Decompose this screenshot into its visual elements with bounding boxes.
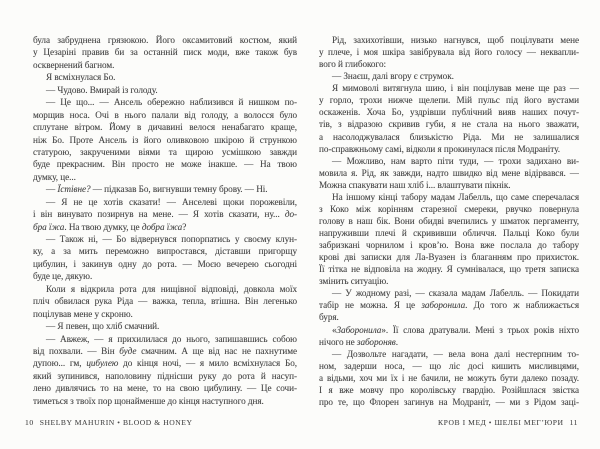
text-line: — У жодному разі, — сказала мадам Лабелль. — Покидати bbox=[332, 288, 579, 299]
text-line: — Я не це хотів сказати! — Анселеві щоки порожевіли, bbox=[46, 196, 297, 207]
text-line: напруживши плечі й скрививши обличчя. Пальці Коко були bbox=[319, 228, 579, 238]
text-line: який зупинився, наполовину піднісши руку до рота й насуп- bbox=[33, 370, 297, 381]
text-line: змінить ситуацію. bbox=[319, 276, 389, 287]
text-line: Рід, захихотівши, низько нагнувся, щоб поцілувати мене bbox=[332, 35, 579, 45]
text-line: осквернений багном. bbox=[33, 59, 115, 70]
text-line: а відьми, хоч ми їх і не бачили, не можуть бути далеко позаду. bbox=[319, 372, 579, 383]
text-line: дупою... гм, цибулею до кінця ночі, — я мило всміхнулася Бо, bbox=[33, 358, 297, 369]
text-line: забризкані чорнилом і кров’ю. Вона вже послала до табору bbox=[319, 240, 579, 251]
text-line: сплутане вітром. Йому в дичавині велося ненабагато краще, bbox=[33, 122, 297, 133]
text-line: пліч обвилася рука Ріда — важка, тепла, втішна. Він легенько bbox=[33, 296, 297, 307]
right-page bbox=[319, 34, 579, 408]
text-line: лено дивлячись то на мене, то на свою цибулину. — Це сочи- bbox=[33, 383, 297, 394]
text-line: мовила я. Рід, як завжди, надто швидко від мене відірвався. — bbox=[319, 167, 579, 178]
text-line: з Коко між корінням старезної смереки, рвучко повернула bbox=[319, 203, 579, 214]
left-page-footer bbox=[25, 418, 193, 427]
text-line: Коли я відкрила рота для нищівної відповіді, довкола моїх bbox=[46, 283, 297, 294]
text-line: ном, задерши носа, — що ліс досі кишить мисливцями, bbox=[319, 360, 579, 371]
text-line: Можна спакувати наш хліб і... влаштувати пікнік. bbox=[319, 179, 511, 190]
text-line: від похвали. — Він буде смачним. А ще від нас не пахнутиме bbox=[33, 345, 297, 356]
text-line: морщив носа. Очі в нього палали від голоду, а волосся було bbox=[33, 109, 297, 120]
text-line: бра їжа. На твою думку, це добра їжа? bbox=[33, 221, 187, 232]
text-line: — Авжеж, — я прихилилася до нього, запишавшись собою bbox=[46, 333, 297, 344]
text-line: цибулин, і закинув одну до рота. — Моєю вечерею сьогодні bbox=[33, 258, 297, 269]
text-line: нічого не забороняв. bbox=[319, 336, 398, 347]
left-page bbox=[33, 34, 297, 407]
text-line: по-справжньому самі, відколи я прокинулася після Модраніту. bbox=[319, 143, 560, 154]
text-line: — Чудово. Вмирай із голоду. bbox=[46, 84, 158, 95]
text-line: оскаженів. Хоча Бо, уздрівши публічний вияв наших почут- bbox=[319, 107, 579, 118]
page-number: 10 bbox=[25, 418, 34, 427]
text-line: — Це що... — Ансель обережно наблизився й нишком по- bbox=[46, 97, 297, 108]
text-line: ніж Бо. Проте Ансель із його оливковою шкірою й стрункою bbox=[33, 134, 297, 145]
text-line: у плече, і моя шкіра завібрувала від його голосу — неквапли- bbox=[319, 47, 579, 58]
text-line: І я вже мовчу про королівську гвардію. Розійшлася звістка bbox=[319, 384, 579, 395]
running-title: КРОВ І МЕД • ШЕЛБІ МЕГ’ЮРИ bbox=[438, 418, 564, 427]
text-line: табір не можна. Я це заборонила. До того ж наближається bbox=[319, 300, 579, 311]
text-line: вого й глибокого: bbox=[319, 59, 387, 70]
text-line: Її тітка не відповіла на жодну. Я сумнівалася, що третя записка bbox=[319, 264, 579, 275]
text-line: — Я певен, що хліб смачний. bbox=[46, 321, 160, 332]
text-line: — Знаєш, далі вгору є струмок. bbox=[332, 71, 454, 82]
text-line: думку, це... bbox=[33, 171, 76, 182]
text-line: була забруднена грязюкою. Його оксамитовий костюм, який bbox=[33, 35, 297, 45]
running-title: SHELBY MAHURIN • BLOOD & HONEY bbox=[39, 418, 193, 427]
text-line: Я мимоволі витягнула шию, і він поцілував мене ще раз — bbox=[332, 83, 579, 94]
text-line: ку, а за мить переможно випростався, діставши пригорщу bbox=[33, 246, 297, 257]
text-line: а насолоджувалася близькістю Ріда. Ми не залишалися bbox=[319, 131, 579, 142]
text-line: поцілував мене у скроню. bbox=[33, 308, 133, 319]
text-line: — Можливо, нам варто піти туди, — трохи задихано ви- bbox=[332, 155, 579, 166]
text-line: тів, з відразою скривив губи, я не стала на нього зважати, bbox=[319, 119, 579, 130]
text-line: буде прекрасним. Він просто не може інакше. — На твою bbox=[33, 159, 297, 170]
page-number: 11 bbox=[569, 418, 578, 427]
text-line: у горло, трохи нижче щелепи. Мій пульс під його вустами bbox=[319, 95, 579, 106]
text-line: На іншому кінці табору мадам Лабелль, що саме сперечалася bbox=[332, 191, 579, 202]
text-line: статурою, закрученими віями та щирою усмішкою завжди bbox=[33, 146, 297, 157]
right-page-footer bbox=[438, 418, 578, 427]
text-line: буде це, дякую. bbox=[33, 271, 93, 282]
text-line: тиметься з твоїх пор щонайменше до кінця наступного дня. bbox=[33, 395, 264, 406]
text-line: буря. bbox=[319, 312, 339, 323]
text-line: у Цезаріні правив би за останній писк моди, вже також був bbox=[33, 47, 297, 58]
text-line: крові дві записки для Ла-Вуазен із благанням про прихисток. bbox=[319, 252, 579, 263]
text-line: — Їстівне? — підказав Бо, вигнувши темну брову. — Ні. bbox=[46, 184, 268, 195]
text-line: про те, що Флорен загинув на Модраніт, — ми з Рідом заці- bbox=[319, 396, 579, 407]
text-line: — Дозвольте нагадати, — вела вона далі нестерпним то- bbox=[332, 348, 579, 359]
text-line: — Також ні, — Бо відвернувся попорпатись у своєму клун- bbox=[46, 234, 297, 244]
text-line: голову в наш бік. Вони обидві вчепились у шматок пергаменту, bbox=[319, 215, 579, 226]
text-line: Я всміхнулася Бо. bbox=[46, 72, 116, 83]
text-line: і він винувато позирнув на мене. — Я хотів сказати, ну... до- bbox=[33, 209, 297, 220]
text-line: «Заборонила». Її слова дратували. Мені з трьох років ніхто bbox=[332, 324, 579, 335]
